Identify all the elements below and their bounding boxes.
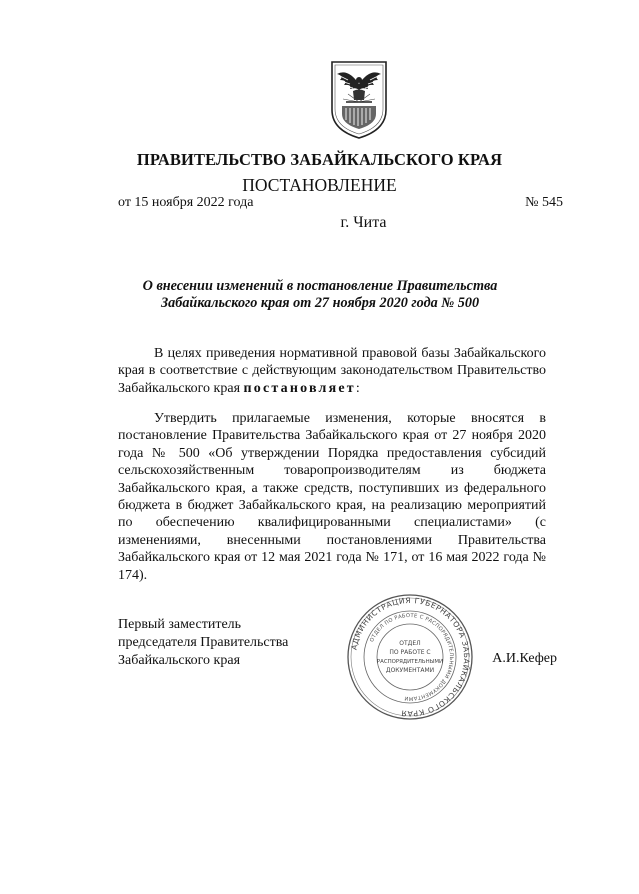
stamp-center-line-2: ПО РАБОТЕ С <box>389 649 431 656</box>
stamp-outer-text: АДМИНИСТРАЦИЯ ГУБЕРНАТОРА ЗАБАЙКАЛЬСКОГО КРАЯ <box>349 595 472 719</box>
official-stamp <box>346 593 474 721</box>
document-type: ПОСТАНОВЛЕНИЕ <box>242 175 397 195</box>
city: г. Чита <box>340 214 387 231</box>
signer-name: А.И.Кефер <box>492 651 557 666</box>
document-subject: О внесении изменений в постановление Правительства Забайкальского края от 27 ноября 2020 года № 500 <box>142 278 498 311</box>
preamble-paragraph <box>118 345 546 397</box>
resolution-paragraph <box>118 410 546 584</box>
document-date: от 15 ноября 2022 года <box>118 195 254 210</box>
stamp-inner-ring-text: ОТДЕЛ ПО РАБОТЕ С РАСПОРЯДИТЕЛЬНЫМИ ДОКУМЕНТАМИ <box>369 612 455 702</box>
signer-line-3: Забайкальского края <box>118 652 241 668</box>
coat-of-arms-emblem <box>328 58 390 140</box>
government-title: ПРАВИТЕЛЬСТВО ЗАБАЙКАЛЬСКОГО КРАЯ <box>136 150 503 169</box>
signer-title <box>118 616 288 669</box>
signer-line-2: председателя Правительства <box>118 634 289 650</box>
signer-line-1: Первый заместитель <box>118 617 242 632</box>
resolution-keyword: постановляет <box>243 380 356 396</box>
stamp-center-line-3: РАСПОРЯДИТЕЛЬНЫМИ <box>376 659 444 665</box>
stamp-center-line-4: ДОКУМЕНТАМИ <box>385 667 435 674</box>
preamble-text: В целях приведения нормативной правовой базы Забайкальского края в соответствие с действующим законодательством Правительство Забайкальского края <box>118 346 546 396</box>
document-number: № 545 <box>525 195 563 210</box>
preamble-end: : <box>355 380 360 396</box>
stamp-center-line-1: ОТДЕЛ <box>399 640 421 647</box>
resolution-text: Утвердить прилагаемые изменения, которые вносятся в постановление Правительства Забайкальского края от 27 ноября 2020 года № 500 «Об утверждении Порядка предоставления субсидий сельскохозяйственным товаропроизводителям из бюджета Забайкальского края, а также средств, поступивших из федерального бюджета в бюджет Забайкальского края, на реализацию мероприятий по обеспечению квалифицированными специалистами» (с изменениями, внесенными постановлениями Правительства Забайкальского края от 12 мая 2021 года № 171, от 16 мая 2022 года № 174). <box>118 411 546 583</box>
